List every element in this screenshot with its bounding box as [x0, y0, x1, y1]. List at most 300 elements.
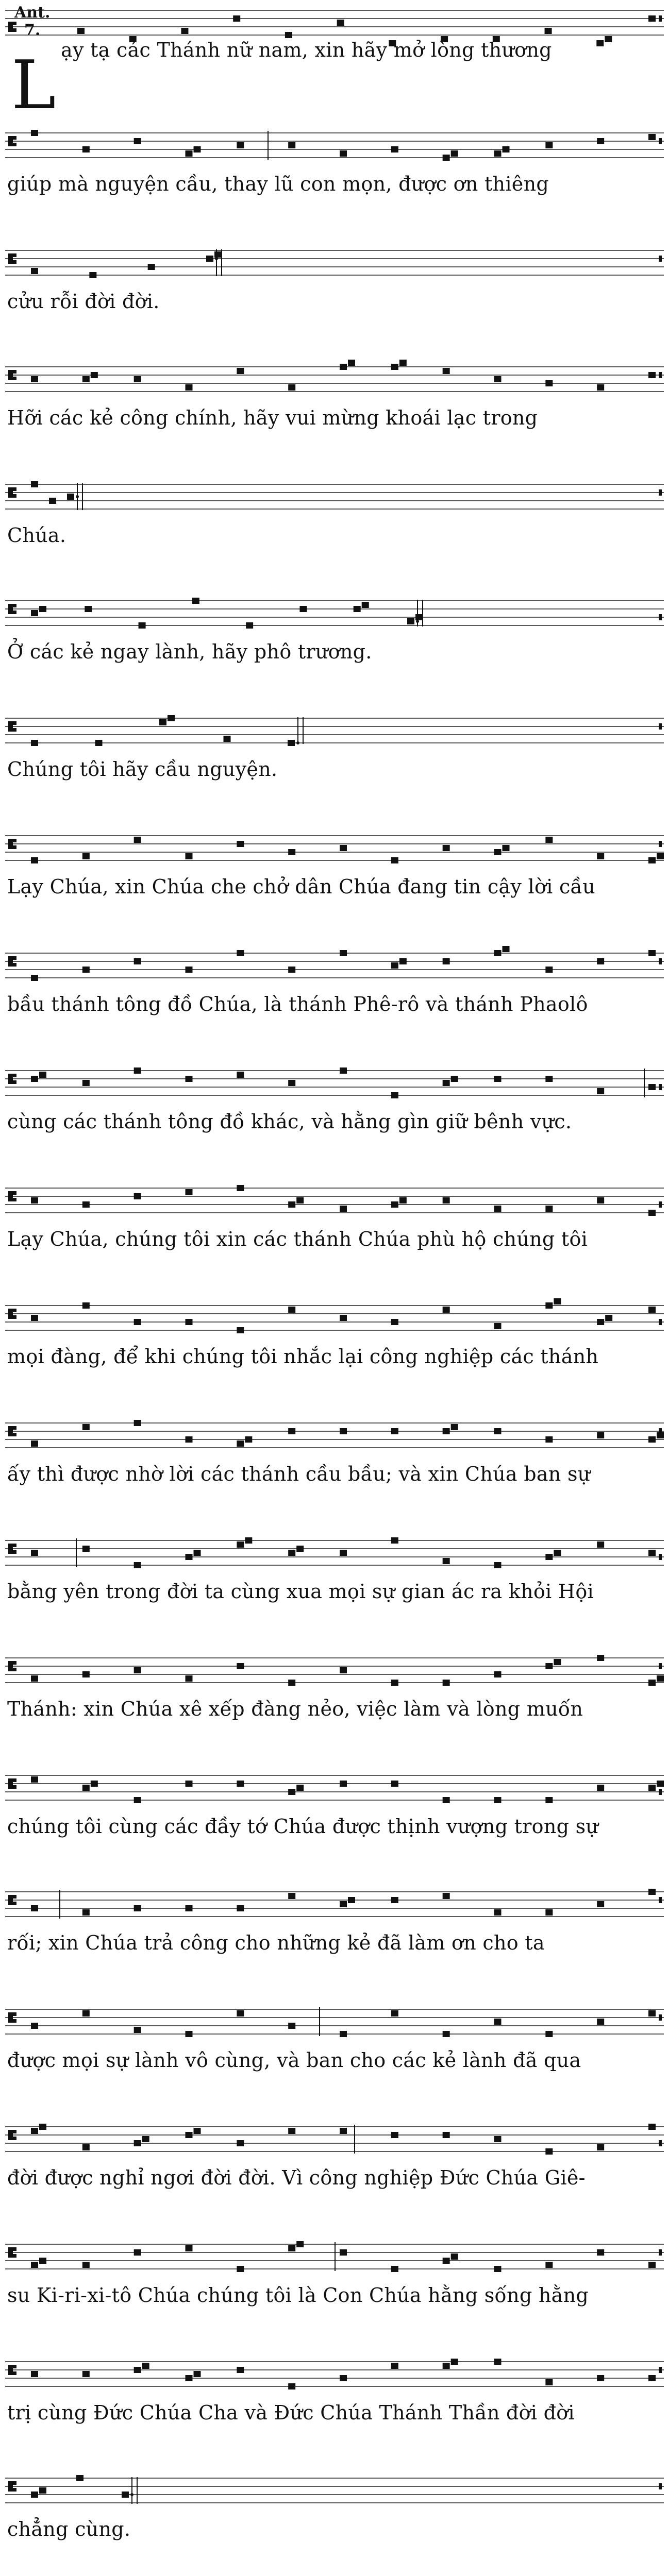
neume-note [142, 2363, 149, 2369]
lyric-line: Ở các kẻ ngay lành, hãy phô trương. [7, 640, 372, 663]
neume-note [545, 967, 553, 973]
neume-note [134, 2249, 141, 2256]
antiphon-number: 7. [24, 21, 41, 39]
neume-note [554, 1659, 561, 1665]
c-clef-lower [13, 1315, 16, 1319]
neume-note [186, 1781, 193, 1787]
neume-note [82, 1909, 90, 1916]
neume-note [85, 606, 92, 612]
neume-note [443, 958, 450, 964]
neume-note [31, 2023, 38, 2029]
neume-note [288, 1893, 295, 1899]
neume-note [89, 272, 96, 278]
neume-note [391, 2010, 398, 2016]
custos [659, 138, 662, 144]
neume-note [134, 1319, 141, 1325]
neume-note [391, 857, 398, 863]
neume-note [31, 1550, 38, 1556]
neume-note [186, 1319, 193, 1325]
neume-note [554, 1550, 561, 1556]
neume-note [31, 2492, 38, 2498]
c-clef [8, 136, 13, 146]
c-clef-lower [13, 1668, 16, 1671]
neume-note [186, 967, 193, 973]
custos [659, 15, 662, 22]
neume-note [443, 1307, 450, 1313]
neume-note [443, 1558, 450, 1564]
lyric-line: Chúng tôi hãy cầu nguyện. [7, 758, 278, 781]
c-clef [8, 1191, 13, 1201]
neume-note [443, 1080, 450, 1086]
neume-note [39, 606, 46, 612]
c-clef [8, 2130, 13, 2140]
neume-note [494, 1909, 502, 1916]
neume-note [391, 1897, 398, 1903]
neume-note [237, 1072, 244, 1078]
c-clef-upper [13, 370, 16, 374]
c-clef-lower [13, 963, 16, 967]
neume-note [340, 1315, 347, 1321]
neume-note [296, 1546, 304, 1552]
custos [659, 2140, 662, 2146]
neume-note [648, 1210, 656, 1216]
neume-note [443, 1680, 450, 1686]
neume-note [192, 598, 199, 604]
neume-note [494, 1671, 502, 1677]
neume-note [494, 2136, 502, 2142]
c-clef-lower [13, 2254, 16, 2258]
neume-note [134, 1562, 141, 1568]
neume-note [31, 975, 38, 981]
neume-note [237, 1440, 244, 1447]
neume-note [224, 736, 231, 742]
neume-note [362, 602, 369, 608]
neume-note [503, 946, 510, 952]
neume-note [545, 2379, 553, 2385]
c-clef-upper [13, 2365, 16, 2368]
c-clef-upper [13, 253, 16, 257]
lyric-line: cửu rỗi đời đời. [7, 290, 160, 313]
neume-note [82, 1424, 90, 1430]
neume-note [237, 1541, 244, 1548]
c-clef [8, 487, 13, 498]
neume-note [597, 1088, 604, 1094]
neume-note [597, 2144, 604, 2150]
c-clef [8, 1778, 13, 1789]
neume-note [657, 1675, 664, 1682]
neume-note [648, 134, 656, 140]
neume-note [399, 958, 407, 964]
neume-note [76, 2475, 84, 2481]
custos [659, 256, 662, 262]
neume-note [49, 498, 56, 504]
neume-note [391, 1428, 398, 1434]
neume-note [246, 622, 253, 629]
neume-note [597, 384, 604, 391]
neume-note [648, 2262, 656, 2268]
lyric-line: mọi đàng, để khi chúng tôi nhắc lại công nghiệp các thánh [7, 1345, 599, 1368]
neume-note [451, 150, 458, 157]
neume-note [340, 364, 347, 370]
neume-note [597, 2249, 604, 2256]
neume-note [82, 2144, 90, 2150]
neume-note [194, 2371, 201, 2377]
neume-note [82, 1080, 90, 1086]
neume-note [340, 1781, 347, 1787]
custos [659, 1201, 662, 1208]
neume-note [186, 853, 193, 859]
c-clef-lower [13, 728, 16, 732]
neume-note [443, 2258, 450, 2264]
neume-note [82, 376, 90, 382]
lyric-line: đời được nghỉ ngơi đời đời. Vì công nghiệp Đức Chúa Giê- [7, 2166, 586, 2189]
neume-note [391, 1781, 398, 1787]
neume-note [186, 1675, 193, 1682]
neume-note [134, 958, 141, 964]
custos [659, 372, 662, 378]
neume-note [237, 2367, 244, 2373]
neume-note [214, 251, 222, 258]
custos [659, 1084, 662, 1090]
neume-note [288, 1680, 295, 1686]
neume-note [648, 1550, 656, 1556]
neume-note [134, 837, 141, 843]
lyric-line: Thánh: xin Chúa xê xếp đàng nẻo, việc làm và lòng muốn [7, 1698, 583, 1720]
neume-note [82, 146, 90, 152]
neume-note [340, 1550, 347, 1556]
neume-note [31, 857, 38, 863]
neume-note [31, 1776, 38, 1783]
neume-note [288, 1201, 295, 1208]
lyric-line: Lạy Chúa, xin Chúa che chở dân Chúa đang tin cậy lời cầu [7, 875, 595, 898]
neume-note [91, 372, 98, 378]
c-clef-upper [13, 487, 16, 491]
neume-note [391, 364, 398, 370]
neume-note [391, 1092, 398, 1098]
lyric-line: Chúa. [7, 524, 66, 547]
neume-note [494, 2019, 502, 2025]
neume-note [494, 950, 502, 956]
neume-note [288, 967, 295, 973]
custos [659, 1319, 662, 1325]
neume-note [443, 1797, 450, 1803]
neume-note [443, 1428, 450, 1434]
neume-note [31, 2262, 38, 2268]
neume-note [494, 1323, 502, 1329]
neume-note [545, 2148, 553, 2155]
neume-note [597, 1319, 604, 1325]
neume-note [82, 967, 90, 973]
neume-note [340, 150, 347, 157]
lyric-line: giúp mà nguyện cầu, thay lũ con mọn, được ơn thiêng [7, 173, 549, 195]
c-clef-upper [13, 136, 16, 140]
neume-note [648, 2375, 656, 2381]
neume-note [545, 28, 552, 34]
neume-note [391, 146, 398, 152]
c-clef-upper [13, 1191, 16, 1195]
neume-note [451, 2359, 458, 2365]
c-clef-upper [13, 2247, 16, 2251]
neume-note [494, 376, 502, 382]
initial-letter: L [11, 46, 56, 124]
c-clef-lower [13, 2488, 16, 2492]
neume-note [340, 1067, 347, 1074]
neume-note [597, 1785, 604, 1791]
neume-note [95, 740, 103, 746]
neume-note [186, 1554, 193, 1560]
neume-note [134, 138, 141, 144]
c-clef [8, 1309, 13, 1319]
c-clef-lower [13, 1433, 16, 1436]
c-clef-upper [13, 2012, 16, 2016]
neume-note [443, 1197, 450, 1204]
neume-note [545, 1663, 553, 1669]
lyric-line: ạy tạ các Thánh nữ nam, xin hãy mở lòng thương [61, 39, 552, 61]
neume-note [186, 1905, 193, 1911]
neume-note [597, 2019, 604, 2025]
neume-note [443, 2132, 450, 2138]
lyric-line: được mọi sự lành vô cùng, và ban cho các kẻ lành đã qua [7, 2049, 581, 2072]
neume-note [494, 849, 502, 855]
neume-note [494, 1076, 502, 1082]
neume-note [39, 2487, 46, 2494]
neume-note [296, 1785, 304, 1791]
neume-note [91, 1781, 98, 1787]
c-clef-lower [13, 1080, 16, 1084]
neume-note [443, 1893, 450, 1899]
lyric-line: su Ki-ri-xi-tô Chúa chúng tôi là Con Chúa hằng sống hằng [7, 2284, 589, 2307]
neume-note [237, 2010, 244, 2016]
custos [659, 841, 662, 847]
neume-note [340, 1667, 347, 1673]
custos [659, 489, 662, 496]
neume-note [245, 1537, 252, 1544]
neume-note [139, 622, 146, 629]
lyric-line: ấy thì được nhờ lời các thánh cầu bầu; và xin Chúa ban sự [7, 1463, 591, 1485]
neume-note [648, 1084, 656, 1090]
neume-note [503, 845, 510, 851]
neume-note [82, 2371, 90, 2377]
c-clef-lower [13, 1785, 16, 1789]
neume-note [648, 2124, 656, 2130]
c-clef-upper [13, 2130, 16, 2133]
neume-note [237, 1663, 244, 1669]
neume-note [391, 1319, 398, 1325]
neume-note [186, 1076, 193, 1082]
neume-note [181, 28, 188, 34]
neume-note [340, 2031, 347, 2037]
neume-note [134, 1905, 141, 1911]
c-clef-lower [13, 143, 16, 146]
custos [659, 2014, 662, 2021]
neume-note [648, 1889, 656, 1895]
neume-note [237, 841, 244, 847]
neume-note [31, 610, 38, 616]
neume-note [648, 1436, 656, 1443]
neume-note [340, 2128, 347, 2134]
neume-note [657, 1432, 664, 1438]
lyric-line: Hỡi các kẻ công chính, hãy vui mừng khoái lạc trong [7, 406, 538, 429]
neume-note [288, 849, 295, 855]
lyric-line: bầu thánh tông đồ Chúa, là thánh Phê-rô và thánh Phaolô [7, 993, 588, 1015]
neume-note [142, 2136, 149, 2142]
neume-note [206, 256, 213, 262]
neume-note [648, 950, 656, 956]
neume-note [545, 1554, 553, 1560]
neume-note [494, 2359, 502, 2365]
neume-note [288, 2128, 295, 2134]
custos [659, 2483, 662, 2489]
custos [659, 958, 662, 964]
neume-note [194, 1550, 201, 1556]
neume-note [186, 2031, 193, 2037]
neume-note [648, 1307, 656, 1313]
neume-note [340, 1428, 347, 1434]
c-clef-upper [13, 956, 16, 960]
neume-note [657, 853, 664, 859]
neume-note [82, 2262, 90, 2268]
c-clef [8, 2012, 13, 2023]
neume-note [186, 1189, 193, 1195]
neume-note [407, 618, 414, 624]
neume-note [82, 853, 90, 859]
neume-note [39, 2258, 46, 2264]
neume-note [494, 1206, 502, 1212]
neume-note [648, 15, 656, 22]
neume-note [31, 1197, 38, 1204]
c-clef-upper [13, 22, 16, 25]
c-clef [8, 604, 13, 614]
custos [659, 1554, 662, 1560]
neume-note [451, 1424, 458, 1430]
neume-note [288, 384, 295, 391]
c-clef-lower [13, 28, 16, 32]
neume-note [340, 1901, 347, 1907]
c-clef-upper [13, 1426, 16, 1430]
neume-note [443, 845, 450, 851]
c-clef-lower [13, 2137, 16, 2140]
c-clef-upper [13, 1661, 16, 1665]
neume-note [391, 1201, 398, 1208]
neume-note [545, 1206, 553, 1212]
neume-note [348, 1897, 355, 1903]
neume-note [648, 1680, 656, 1686]
neume-note [31, 1905, 38, 1911]
neume-note [494, 1797, 502, 1803]
neume-note [82, 1201, 90, 1208]
c-clef [8, 1895, 13, 1905]
neume-note [545, 1302, 553, 1309]
neume-note [415, 614, 423, 620]
c-clef [8, 1544, 13, 1554]
neume-note [348, 360, 355, 366]
neume-note [194, 2128, 201, 2134]
neume-note [597, 1541, 604, 1548]
neume-note [288, 142, 295, 148]
c-clef-lower [13, 260, 16, 264]
custos [659, 2367, 662, 2373]
neume-note [134, 1797, 141, 1803]
neume-note [605, 1315, 612, 1321]
c-clef [8, 2247, 13, 2258]
neume-note [391, 2132, 398, 2138]
neume-note [288, 740, 295, 746]
neume-note [597, 1197, 604, 1204]
neume-note [597, 1655, 604, 1661]
neume-note [31, 130, 38, 136]
c-clef [8, 839, 13, 849]
neume-note [31, 268, 38, 274]
neume-note [494, 1562, 502, 1568]
c-clef-lower [13, 494, 16, 498]
neume-note [443, 155, 450, 161]
neume-note [545, 837, 553, 843]
neume-note [494, 2266, 502, 2272]
c-clef [8, 1074, 13, 1084]
neume-note [545, 1076, 553, 1082]
neume-note [503, 146, 510, 152]
neume-note [288, 1080, 295, 1086]
c-clef-upper [13, 1778, 16, 1782]
neume-note [134, 2140, 141, 2146]
c-clef [8, 253, 13, 264]
neume-note [554, 1298, 561, 1304]
neume-note [545, 1909, 553, 1916]
custos [659, 723, 662, 730]
neume-note [494, 150, 502, 157]
neume-note [237, 950, 244, 956]
c-clef [8, 721, 13, 732]
neume-note [545, 2031, 553, 2037]
neume-note [340, 2375, 347, 2381]
neume-note [134, 1067, 141, 1074]
neume-note [31, 1315, 38, 1321]
neume-note [296, 1197, 304, 1204]
neume-note [134, 2027, 141, 2033]
neume-note [399, 360, 407, 366]
neume-note [648, 372, 656, 378]
neume-note [39, 2124, 46, 2130]
c-clef [8, 370, 13, 380]
neume-note [443, 368, 450, 374]
neume-note [657, 1781, 664, 1787]
neume-note [288, 1550, 295, 1556]
neume-note [391, 2266, 398, 2272]
neume-note [31, 2128, 38, 2134]
neume-note [31, 1440, 38, 1447]
c-clef-upper [13, 1074, 16, 1077]
neume-note [340, 950, 347, 956]
neume-note [186, 384, 193, 391]
neume-note [31, 2371, 38, 2377]
neume-note [288, 2245, 295, 2251]
custos [659, 1663, 662, 1669]
c-clef-upper [13, 1895, 16, 1899]
lyric-line: bằng yên trong đời ta cùng xua mọi sự gian ác ra khỏi Hội [7, 1580, 594, 1603]
neume-note [82, 2010, 90, 2016]
neume-note [354, 606, 361, 612]
neume-note [545, 2262, 553, 2268]
neume-note [340, 845, 347, 851]
neume-note [122, 2492, 129, 2498]
c-clef-lower [13, 377, 16, 380]
c-clef [8, 2365, 13, 2375]
neume-note [597, 138, 604, 144]
neume-note [134, 1667, 141, 1673]
neume-note [237, 2140, 244, 2146]
neume-note [134, 1193, 141, 1199]
neume-note [31, 1076, 38, 1082]
